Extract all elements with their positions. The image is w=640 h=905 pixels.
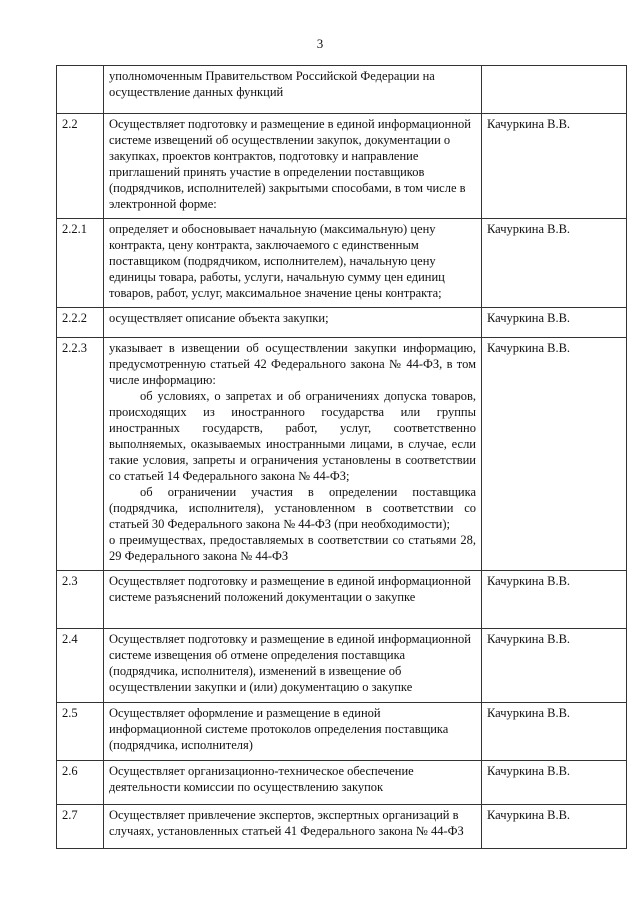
row-text [104, 114, 482, 219]
row-number [57, 66, 104, 114]
row-paragraph: Осуществляет организационно-техническое обеспечение деятельности комиссии по осуществлению закупок [109, 764, 414, 794]
table-row [57, 66, 627, 114]
table-row [57, 308, 627, 338]
table-row [57, 761, 627, 805]
row-text [104, 629, 482, 703]
row-responsible: Качуркина В.В. [482, 219, 627, 308]
table-row [57, 338, 627, 571]
row-text [104, 805, 482, 849]
row-responsible: Качуркина В.В. [482, 308, 627, 338]
page-number: 3 [316, 36, 324, 51]
row-number: 2.2.1 [57, 219, 104, 308]
row-responsible: Качуркина В.В. [482, 703, 627, 761]
row-text [104, 703, 482, 761]
row-paragraph: Осуществляет подготовку и размещение в единой информационной системе разъяснений положений документации о закупке [109, 574, 471, 604]
table-row [57, 629, 627, 703]
table-row [57, 703, 627, 761]
row-text [104, 338, 482, 571]
row-responsible: Качуркина В.В. [482, 114, 627, 219]
row-responsible [482, 66, 627, 114]
row-paragraph: уполномоченным Правительством Российской Федерации на осуществление данных функций [109, 69, 435, 99]
row-paragraph: осуществляет описание объекта закупки; [109, 311, 329, 325]
row-paragraph: Осуществляет подготовку и размещение в единой информационной системе извещения об отмене определения поставщика (подрядчика, исполнителя), изменений в извещение об осуществлении закупки и (или) документацию о закупке [109, 632, 471, 694]
row-number: 2.2.2 [57, 308, 104, 338]
row-number: 2.3 [57, 571, 104, 629]
row-number: 2.4 [57, 629, 104, 703]
row-text [104, 571, 482, 629]
row-number: 2.2 [57, 114, 104, 219]
row-paragraph: определяет и обосновывает начальную (максимальную) цену контракта, цену контракта, заключаемого с единственным поставщиком (подрядчиком, исполнителем), начальную цену единицы товара, работы, услуги, начальную сумму цен единиц товаров, работ, услуг, максимальное значение цены контракта; [109, 222, 445, 300]
row-paragraph: Осуществляет оформление и размещение в единой информационной системе протоколов определения поставщика (подрядчика, исполнителя) [109, 706, 449, 752]
row-paragraph: указывает в извещении об осуществлении закупки информацию, предусмотренную статьей 42 Федерального закона № 44-ФЗ, в том числе информацию: [109, 341, 476, 387]
row-text [104, 66, 482, 114]
table-row [57, 219, 627, 308]
row-responsible: Качуркина В.В. [482, 338, 627, 571]
row-paragraph: Осуществляет привлечение экспертов, экспертных организаций в случаях, установленных статьей 41 Федерального закона № 44-ФЗ [109, 808, 464, 838]
table-row [57, 805, 627, 849]
table-row [57, 114, 627, 219]
row-text [104, 761, 482, 805]
row-paragraph: об ограничении участия в определении поставщика (подрядчика, исполнителя), установленном в соответствии со статьей 30 Федерального закона № 44-ФЗ (при необходимости); [109, 485, 476, 531]
row-text [104, 219, 482, 308]
responsibilities-table [56, 65, 627, 849]
row-paragraph: о преимуществах, предоставляемых в соответствии со статьями 28, 29 Федерального закона № 44-ФЗ [109, 533, 476, 563]
row-number: 2.6 [57, 761, 104, 805]
row-number: 2.2.3 [57, 338, 104, 571]
table-row [57, 571, 627, 629]
row-paragraph: об условиях, о запретах и об ограничениях допуска товаров, происходящих из иностранного государства или группы иностранных государств, работ, услуг, соответственно выполняемых, оказываемых иностранными лицами, в случае, если такие условия, запреты и ограничения установлены в соответствии со статьей 14 Федерального закона № 44-ФЗ; [109, 389, 476, 483]
row-paragraph: Осуществляет подготовку и размещение в единой информационной системе извещений об осуществлении закупок, документации о закупках, проектов контрактов, подготовку и направление приглашений принять участие в определении поставщиков (подрядчиков, исполнителей) закрытыми способами, в том числе в электронной форме: [109, 117, 471, 211]
row-number: 2.7 [57, 805, 104, 849]
row-responsible: Качуркина В.В. [482, 805, 627, 849]
row-responsible: Качуркина В.В. [482, 761, 627, 805]
row-responsible: Качуркина В.В. [482, 629, 627, 703]
row-text [104, 308, 482, 338]
row-responsible: Качуркина В.В. [482, 571, 627, 629]
row-number: 2.5 [57, 703, 104, 761]
